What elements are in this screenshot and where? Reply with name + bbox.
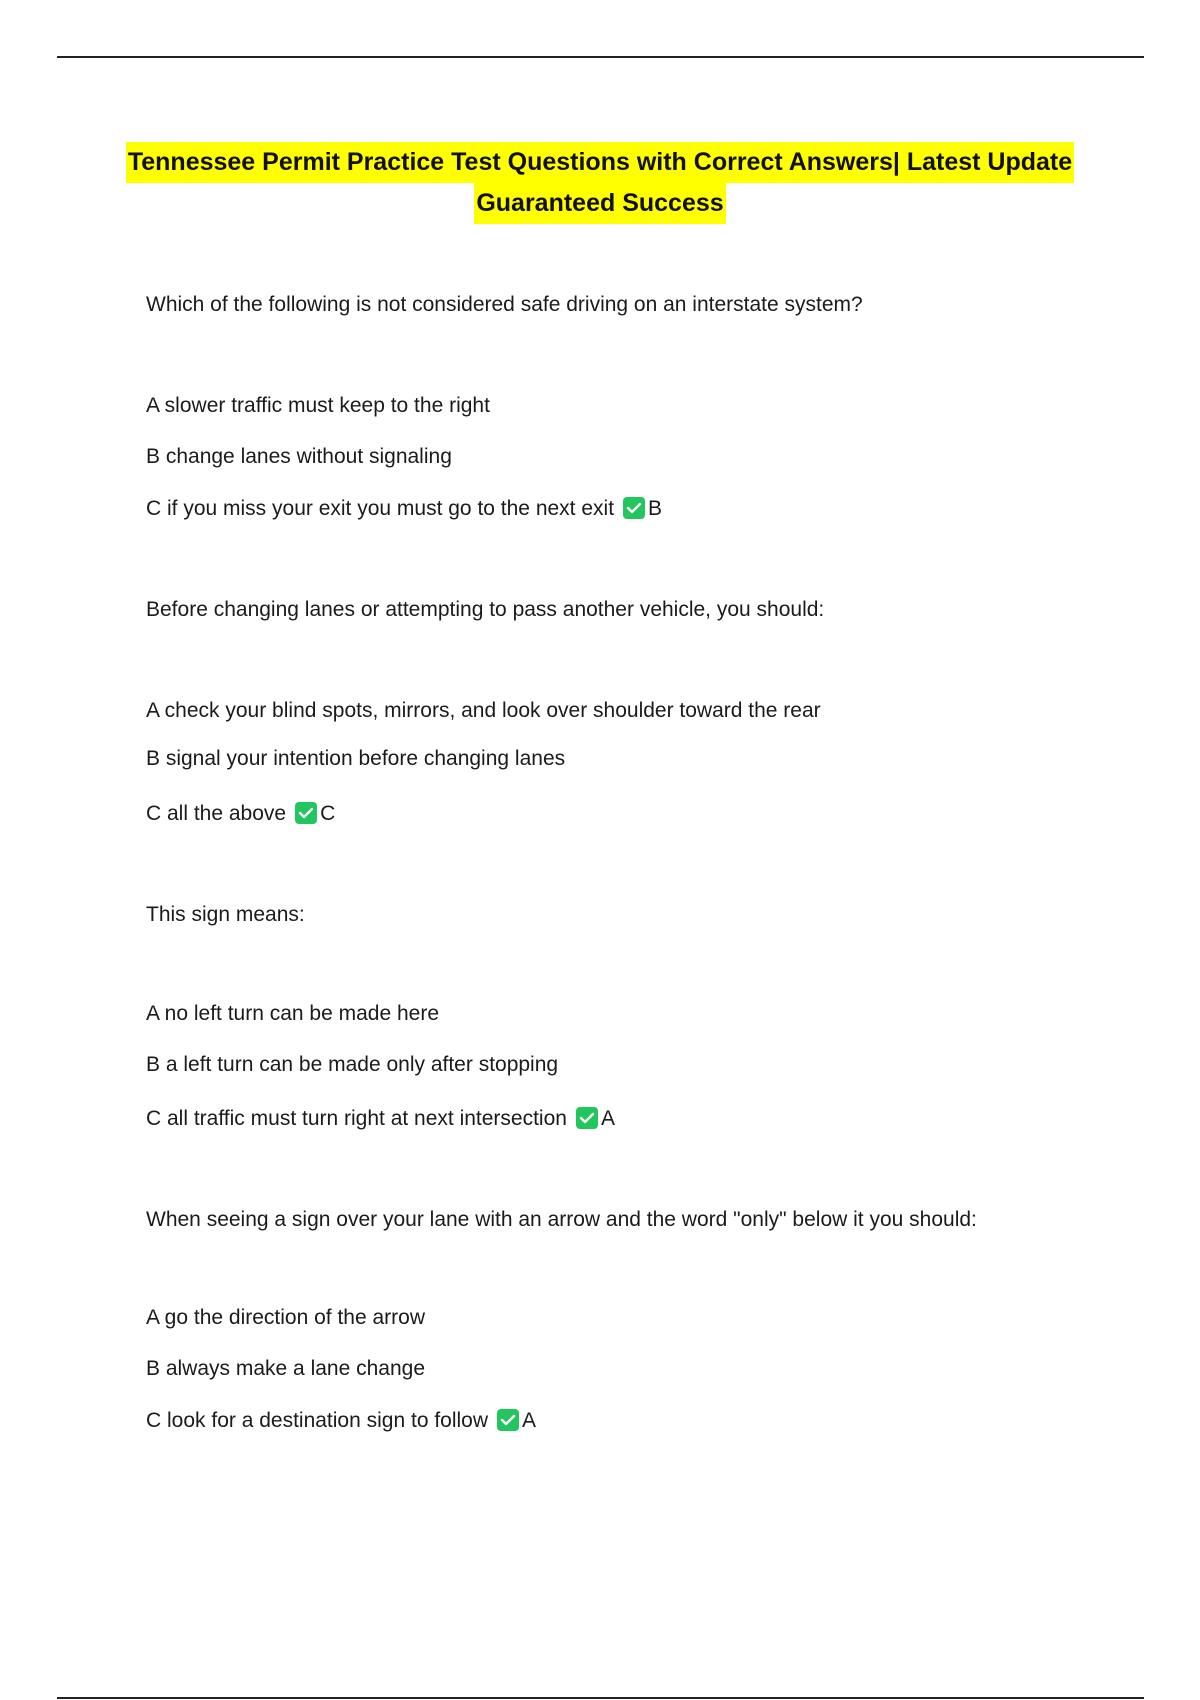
question-3-option-a: A no left turn can be made here bbox=[146, 1002, 440, 1025]
question-1-option-c: C if you miss your exit you must go to the next exit bbox=[146, 497, 615, 520]
question-4-answer: A bbox=[522, 1409, 537, 1432]
question-3-text: This sign means: bbox=[146, 903, 305, 926]
question-4-option-b: B always make a lane change bbox=[146, 1357, 425, 1380]
title-line-2: Guaranteed Success bbox=[474, 183, 725, 224]
title-line-1: Tennessee Permit Practice Test Questions with Correct Answers| Latest Update bbox=[126, 142, 1074, 183]
question-4-option-a: A go the direction of the arrow bbox=[146, 1306, 425, 1329]
question-3-option-c: C all traffic must turn right at next intersection bbox=[146, 1107, 567, 1130]
question-2-option-c-row bbox=[146, 801, 335, 827]
document-title bbox=[100, 142, 1100, 224]
check-mark-icon bbox=[623, 497, 645, 519]
question-3-option-c-row bbox=[146, 1106, 615, 1132]
question-1-answer: B bbox=[648, 497, 663, 520]
question-3-answer: A bbox=[600, 1107, 615, 1130]
check-mark-icon bbox=[295, 802, 317, 824]
question-4-option-c: C look for a destination sign to follow bbox=[146, 1409, 489, 1432]
question-1-option-c-row bbox=[146, 496, 662, 522]
question-2-option-c: C all the above bbox=[146, 802, 287, 825]
check-mark-icon bbox=[576, 1107, 598, 1129]
question-1-option-b: B change lanes without signaling bbox=[146, 445, 452, 468]
check-mark-icon bbox=[497, 1409, 519, 1431]
question-2-option-b: B signal your intention before changing lanes bbox=[146, 747, 566, 770]
question-2-option-a: A check your blind spots, mirrors, and look over shoulder toward the rear bbox=[146, 699, 821, 722]
question-4-option-c-row bbox=[146, 1408, 536, 1434]
question-1-text: Which of the following is not considered safe driving on an interstate system? bbox=[146, 293, 863, 316]
question-1-option-a: A slower traffic must keep to the right bbox=[146, 394, 490, 417]
question-2-text: Before changing lanes or attempting to pass another vehicle, you should: bbox=[146, 598, 825, 621]
question-4-text: When seeing a sign over your lane with an arrow and the word "only" below it you should: bbox=[146, 1208, 977, 1231]
question-2-answer: C bbox=[320, 802, 336, 825]
question-3-option-b: B a left turn can be made only after stopping bbox=[146, 1053, 559, 1076]
header-rule bbox=[57, 56, 1144, 58]
footer-rule bbox=[57, 1697, 1144, 1699]
